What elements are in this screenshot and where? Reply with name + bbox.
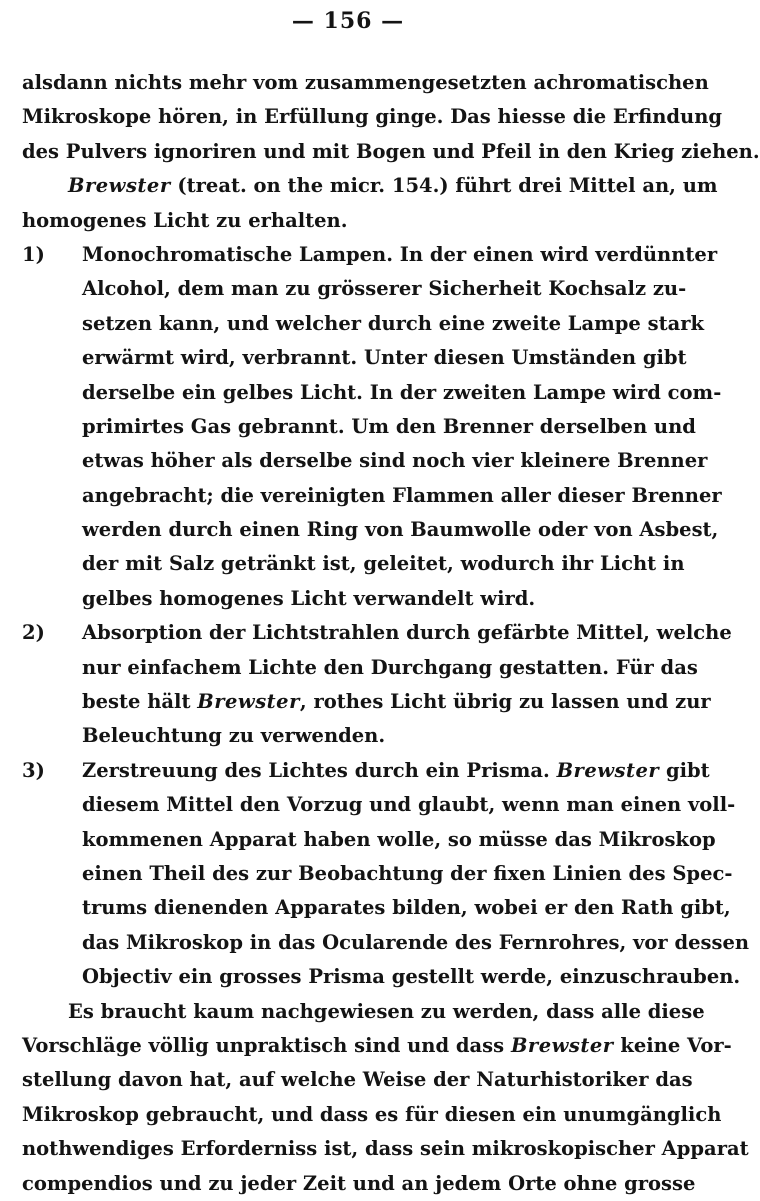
- text-line: setzen kann, und welcher durch eine zweite Lampe stark: [82, 311, 705, 335]
- text-line: Alcohol, dem man zu grösserer Sicherheit Kochsalz zu-: [82, 277, 687, 301]
- text-line: gelbes homogenes Licht verwandelt wird.: [82, 586, 536, 610]
- text-span: keine Vor-: [620, 1033, 732, 1057]
- text-span: Absorption der Lichtstrahlen durch gefärbte Mittel, welche: [82, 621, 732, 645]
- text-line: Beleuchtung zu verwenden.: [82, 724, 386, 748]
- text-line: [22, 169, 718, 203]
- author-name: Brewster: [197, 690, 300, 714]
- page-number: — 156 —: [291, 8, 405, 34]
- body-text: [22, 66, 760, 1201]
- text-span: Monochromatische Lampen. In der einen wird verdünnter: [82, 242, 718, 266]
- text-line: nothwendiges Erforderniss ist, dass sein mikroskopischer Apparat: [22, 1137, 749, 1161]
- author-name: Brewster: [68, 174, 171, 198]
- text-span: gibt: [666, 758, 710, 782]
- list-number: 1): [22, 242, 45, 266]
- text-line: alsdann nichts mehr vom zusammengesetzten achromatischen: [22, 71, 709, 94]
- text-span: (treat. on the micr. 154.) führt drei Mittel an, um: [177, 174, 718, 198]
- text-line: derselbe ein gelbes Licht. In der zweiten Lampe wird com-: [82, 380, 722, 404]
- text-line: diesem Mittel den Vorzug und glaubt, wenn man einen voll-: [82, 793, 736, 817]
- author-name: Brewster: [510, 1033, 614, 1057]
- text-line: des Pulvers ignoriren und mit Bogen und Pfeil in den Krieg ziehen.: [22, 139, 760, 163]
- text-line: [22, 685, 711, 719]
- text-line: Es braucht kaum nachgewiesen zu werden, dass alle diese: [68, 999, 705, 1023]
- text-line: werden durch einen Ring von Baumwolle oder von Asbest,: [82, 518, 719, 542]
- text-span: Vorschläge völlig unpraktisch sind und dass: [22, 1033, 505, 1057]
- text-line: [22, 1029, 732, 1063]
- text-line: nur einfachem Lichte den Durchgang gestatten. Für das: [82, 655, 698, 679]
- text-line: Objectiv ein grosses Prisma gestellt werde, einzuschrauben.: [82, 965, 741, 989]
- text-span: Zerstreuung des Lichtes durch ein Prisma.: [82, 758, 550, 782]
- text-span: beste hält: [82, 690, 191, 714]
- list-item-first-line: [22, 616, 732, 650]
- text-line: angebracht; die vereinigten Flammen aller dieser Brenner: [82, 483, 722, 507]
- list-item-first-line: [22, 754, 710, 788]
- text-line: erwärmt wird, verbrannt. Unter diesen Umständen gibt: [82, 346, 687, 370]
- text-line: Mikroskop gebraucht, und dass es für diesen ein unumgänglich: [22, 1102, 722, 1126]
- text-line: [82, 754, 710, 788]
- text-line: primirtes Gas gebrannt. Um den Brenner derselben und: [82, 414, 696, 438]
- text-line: homogenes Licht zu erhalten.: [22, 208, 348, 232]
- text-line: stellung davon hat, auf welche Weise der Naturhistoriker das: [22, 1068, 693, 1092]
- text-line: compendios und zu jeder Zeit und an jedem Orte ohne grosse: [22, 1171, 696, 1195]
- text-line: der mit Salz getränkt ist, geleitet, wodurch ihr Licht in: [82, 552, 685, 576]
- list-number: 2): [22, 621, 45, 645]
- author-name: Brewster: [556, 758, 660, 782]
- text-line: trums dienenden Apparates bilden, wobei er den Rath gibt,: [82, 896, 731, 920]
- text-line: Mikroskope hören, in Erfüllung ginge. Das hiesse die Erfindung: [22, 105, 723, 129]
- text-span: , rothes Licht übrig zu lassen und zur: [299, 690, 711, 714]
- text-line: das Mikroskop in das Ocularende des Fernrohres, vor dessen: [82, 930, 750, 954]
- list-number: 3): [22, 758, 45, 782]
- text-line: einen Theil des zur Beobachtung der fixen Linien des Spec-: [82, 861, 733, 885]
- list-item-first-line: [22, 238, 718, 272]
- text-line: kommenen Apparat haben wolle, so müsse das Mikroskop: [82, 827, 716, 851]
- text-line: etwas höher als derselbe sind noch vier kleinere Brenner: [82, 449, 708, 473]
